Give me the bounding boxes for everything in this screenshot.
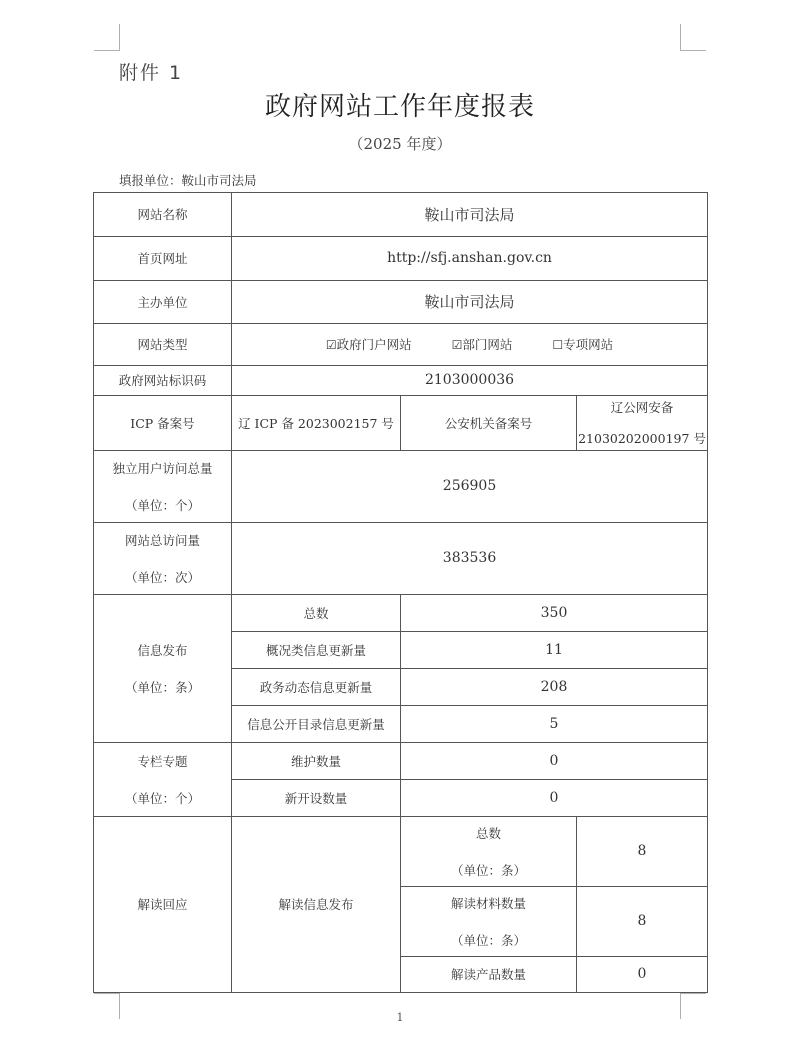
page-title: 政府网站工作年度报表 bbox=[264, 92, 535, 122]
site-id-code-label: 政府网站标识码 bbox=[94, 366, 232, 396]
site-name-label: 网站名称 bbox=[94, 193, 232, 237]
filler-unit: 填报单位：鞍山市司法局 bbox=[119, 173, 257, 188]
interpretation-row-label: 解读产品数量 bbox=[401, 957, 577, 993]
info-publish-row-value: 350 bbox=[401, 595, 708, 632]
table-row bbox=[94, 396, 708, 451]
columns-row-label: 维护数量 bbox=[232, 743, 401, 780]
site-type-option-portal[interactable] bbox=[326, 337, 412, 352]
attachment-label: 附件 1 bbox=[119, 62, 184, 84]
homepage-url-value: http://sfj.anshan.gov.cn bbox=[232, 237, 708, 281]
info-publish-row-label: 概况类信息更新量 bbox=[232, 632, 401, 669]
report-table bbox=[93, 192, 708, 993]
columns-row-value: 0 bbox=[401, 743, 708, 780]
homepage-url-label: 首页网址 bbox=[94, 237, 232, 281]
columns-unit: （单位：个） bbox=[124, 790, 200, 806]
organizer-label: 主办单位 bbox=[94, 281, 232, 324]
table-row bbox=[94, 237, 708, 281]
site-name-value: 鞍山市司法局 bbox=[232, 193, 708, 237]
checkbox-checked-icon[interactable]: ☑ bbox=[325, 337, 337, 352]
table-row bbox=[94, 817, 708, 887]
unique-visitors-title: 独立用户访问总量 bbox=[112, 460, 213, 476]
table-row bbox=[94, 324, 708, 366]
icp-label: ICP 备案号 bbox=[94, 396, 232, 451]
site-type-option-special[interactable] bbox=[552, 337, 613, 352]
checkbox-checked-icon[interactable]: ☑ bbox=[451, 337, 463, 352]
interpretation-row-title: 解读材料数量 bbox=[450, 895, 526, 911]
page-number: 1 bbox=[396, 1011, 404, 1024]
interpretation-row-label bbox=[401, 887, 577, 957]
icp-value: 辽 ICP 备 2023002157 号 bbox=[232, 396, 401, 451]
info-publish-title: 信息发布 bbox=[137, 642, 188, 658]
interpretation-row-value: 8 bbox=[577, 887, 708, 957]
info-publish-row-value: 208 bbox=[401, 669, 708, 706]
police-record-line1: 辽公网安备 bbox=[610, 400, 674, 415]
table-row bbox=[94, 523, 708, 595]
unique-visitors-label bbox=[94, 451, 232, 523]
option-label: 部门网站 bbox=[462, 336, 513, 352]
total-visits-title: 网站总访问量 bbox=[124, 532, 200, 548]
columns-label bbox=[94, 743, 232, 817]
table-row bbox=[94, 193, 708, 237]
total-visits-label bbox=[94, 523, 232, 595]
info-publish-row-value: 11 bbox=[401, 632, 708, 669]
option-label: 专项网站 bbox=[563, 336, 614, 352]
police-record-value bbox=[577, 396, 708, 451]
organizer-value: 鞍山市司法局 bbox=[232, 281, 708, 324]
info-publish-row-value: 5 bbox=[401, 706, 708, 743]
site-type-label: 网站类型 bbox=[94, 324, 232, 366]
option-label: 政府门户网站 bbox=[336, 336, 412, 352]
police-record-label: 公安机关备案号 bbox=[401, 396, 577, 451]
interpretation-row-label bbox=[401, 817, 577, 887]
total-visits-value: 383536 bbox=[232, 523, 708, 595]
table-row bbox=[94, 451, 708, 523]
info-publish-row-label: 政务动态信息更新量 bbox=[232, 669, 401, 706]
info-publish-row-label: 信息公开目录信息更新量 bbox=[232, 706, 401, 743]
page-subtitle: （2025 年度） bbox=[348, 135, 452, 153]
info-publish-label bbox=[94, 595, 232, 743]
interpretation-label: 解读回应 bbox=[94, 817, 232, 993]
site-type-option-department[interactable] bbox=[452, 337, 513, 352]
site-type-options bbox=[232, 324, 708, 366]
columns-title: 专栏专题 bbox=[137, 753, 188, 769]
table-row bbox=[94, 743, 708, 780]
interpretation-sub-label: 解读信息发布 bbox=[232, 817, 401, 993]
table-row bbox=[94, 281, 708, 324]
columns-row-label: 新开设数量 bbox=[232, 780, 401, 817]
unique-visitors-unit: （单位：个） bbox=[124, 497, 200, 513]
interpretation-row-unit: （单位：条） bbox=[450, 862, 526, 878]
interpretation-row-value: 0 bbox=[577, 957, 708, 993]
police-record-line2: 21030202000197 号 bbox=[578, 431, 706, 446]
checkbox-unchecked-icon[interactable]: ☐ bbox=[552, 337, 564, 352]
site-id-code-value: 2103000036 bbox=[232, 366, 708, 396]
interpretation-row-value: 8 bbox=[577, 817, 708, 887]
unique-visitors-value: 256905 bbox=[232, 451, 708, 523]
corner-mark-top-right bbox=[680, 24, 706, 51]
info-publish-unit: （单位：条） bbox=[124, 679, 200, 695]
columns-row-value: 0 bbox=[401, 780, 708, 817]
interpretation-row-unit: （单位：条） bbox=[450, 932, 526, 948]
table-row bbox=[94, 366, 708, 396]
total-visits-unit: （单位：次） bbox=[124, 569, 200, 585]
info-publish-row-label: 总数 bbox=[232, 595, 401, 632]
corner-mark-top-left bbox=[94, 24, 120, 51]
interpretation-row-title: 总数 bbox=[475, 825, 501, 841]
table-row bbox=[94, 595, 708, 632]
